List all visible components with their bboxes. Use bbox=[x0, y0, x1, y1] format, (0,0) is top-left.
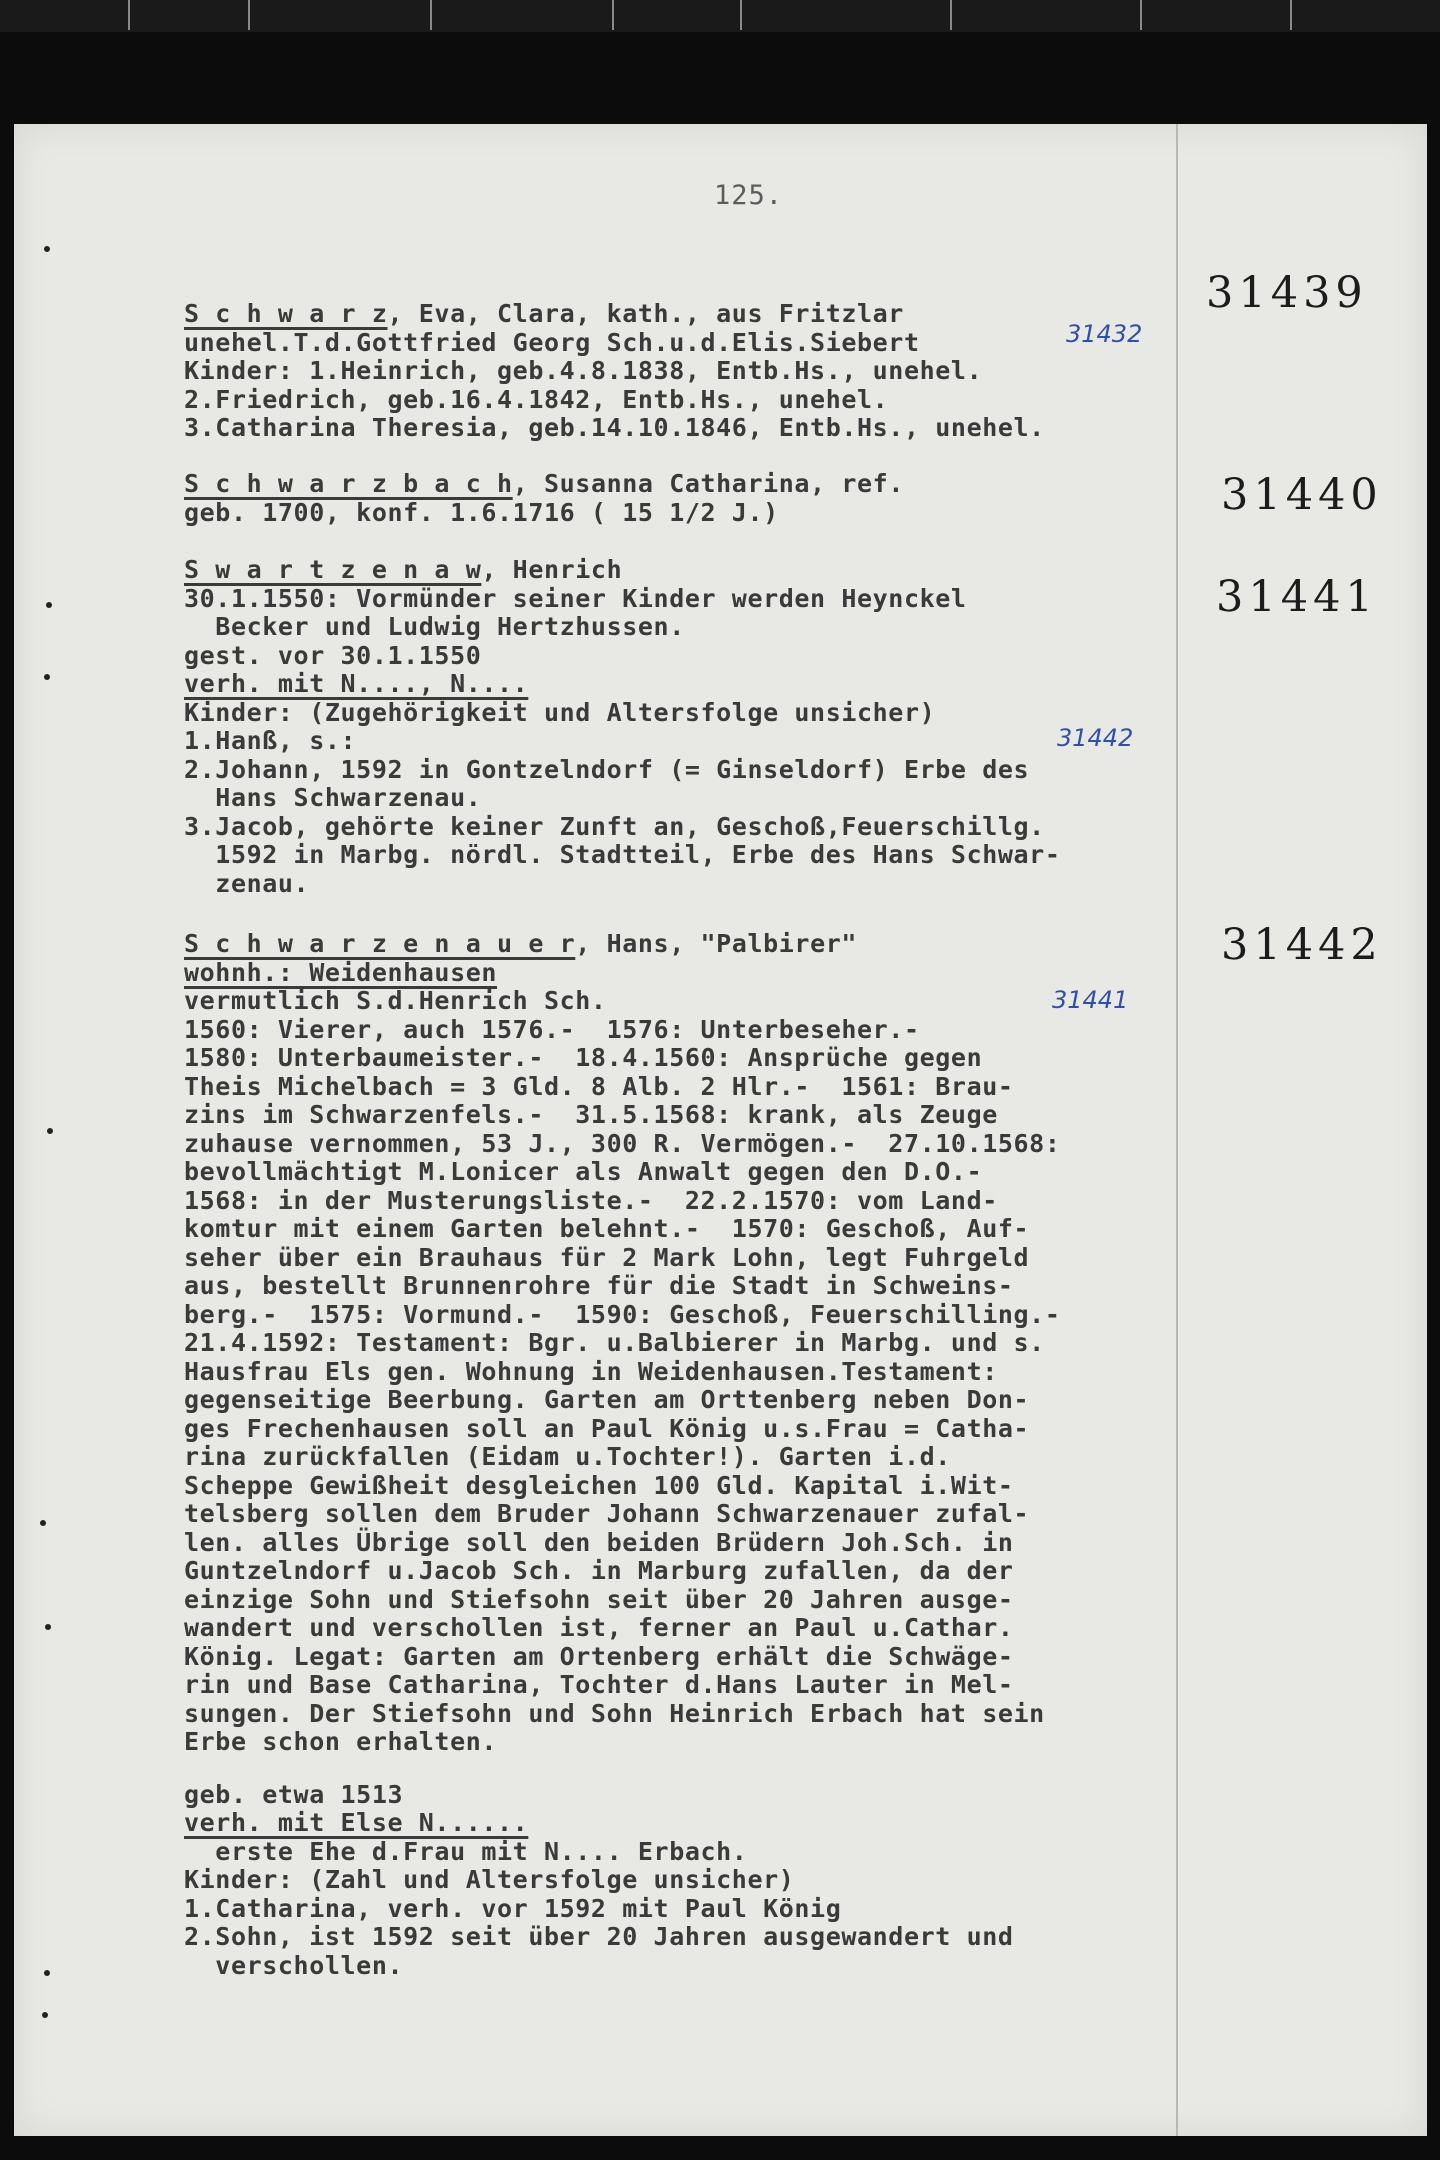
film-tick bbox=[128, 0, 130, 30]
film-tick bbox=[950, 0, 952, 30]
entry-line: wandert und verschollen ist, ferner an Paul u.Cathar. bbox=[184, 1613, 1014, 1642]
entry-line: komtur mit einem Garten belehnt.- 1570: Geschoß, Auf- bbox=[184, 1214, 1030, 1243]
entry-line: Hans Schwarzenau. bbox=[184, 783, 482, 812]
record-number: 31440 bbox=[1221, 470, 1383, 520]
entry-line: 3.Catharina Theresia, geb.14.10.1846, Entb.Hs., unehel. bbox=[184, 413, 1045, 442]
entry-swartzenaw bbox=[184, 556, 1184, 898]
entry-line: verh. mit N...., N.... bbox=[184, 669, 529, 698]
surname: S c h w a r z e n a u e r bbox=[184, 929, 576, 958]
handwritten-note: 31442 bbox=[1057, 724, 1134, 752]
film-tick bbox=[430, 0, 432, 30]
entry-line: ges Frechenhausen soll an Paul König u.s.Frau = Catha- bbox=[184, 1413, 1030, 1443]
film-tick bbox=[740, 0, 742, 30]
punch-mark bbox=[40, 1520, 46, 1526]
handwritten-note: 31441 bbox=[1052, 986, 1129, 1014]
punch-mark bbox=[45, 1624, 51, 1630]
entry-line: gest. vor 30.1.1550 bbox=[184, 640, 482, 670]
record-number: 31442 bbox=[1221, 920, 1383, 970]
entry-line: Theis Michelbach = 3 Gld. 8 Alb. 2 Hlr.- 1561: Brau- bbox=[184, 1071, 1014, 1101]
entry-line: 1568: in der Musterungsliste.- 22.2.1570: vom Land- bbox=[184, 1185, 998, 1215]
punch-mark bbox=[44, 246, 50, 252]
entry-line: Scheppe Gewißheit desgleichen 100 Gld. Kapital i.Wit- bbox=[184, 1470, 1014, 1500]
film-tick bbox=[612, 0, 614, 30]
punch-mark bbox=[44, 1970, 50, 1976]
entry-line: len. alles Übrige soll den beiden Brüdern Joh.Sch. in bbox=[184, 1527, 1014, 1557]
entry-heading bbox=[184, 300, 1184, 329]
entry-line: unehel.T.d.Gottfried Georg Sch.u.d.Elis.Siebert bbox=[184, 327, 920, 357]
entry-line: 30.1.1550: Vormünder seiner Kinder werden Heynckel bbox=[184, 583, 967, 613]
punch-mark bbox=[46, 602, 52, 608]
heading-rest: , Hans, "Palbirer" bbox=[575, 929, 858, 958]
record-number: 31439 bbox=[1206, 268, 1368, 318]
surname: S w a r t z e n a w bbox=[184, 555, 482, 584]
entry-line: Hausfrau Els gen. Wohnung in Weidenhausen.Testament: bbox=[184, 1356, 998, 1386]
entry-line: aus, bestellt Brunnenrohre für die Stadt in Schweins- bbox=[184, 1271, 1014, 1300]
entry-heading bbox=[184, 556, 1184, 585]
punch-mark bbox=[42, 2012, 48, 2018]
entry-line: König. Legat: Garten am Ortenberg erhält die Schwäge- bbox=[184, 1641, 1014, 1671]
entry-line: 1580: Unterbaumeister.- 18.4.1560: Ansprüche gegen bbox=[184, 1043, 983, 1072]
entry-line: berg.- 1575: Vormund.- 1590: Geschoß, Feuerschilling.- bbox=[184, 1299, 1061, 1329]
entry-line: erste Ehe d.Frau mit N.... Erbach. bbox=[184, 1836, 748, 1866]
entry-line: 1592 in Marbg. nördl. Stadtteil, Erbe des Hans Schwar- bbox=[184, 840, 1061, 869]
entry-line: wohnh.: Weidenhausen bbox=[184, 957, 498, 987]
entry-line: 2.Friedrich, geb.16.4.1842, Entb.Hs., unehel. bbox=[184, 384, 889, 414]
film-tick bbox=[248, 0, 250, 30]
entry-line: geb. etwa 1513 bbox=[184, 1779, 404, 1809]
entry-line: 3.Jacob, gehörte keiner Zunft an, Geschoß,Feuerschillg. bbox=[184, 811, 1045, 841]
document-page bbox=[14, 124, 1427, 2136]
entry-line: zins im Schwarzenfels.- 31.5.1568: krank, als Zeuge bbox=[184, 1100, 998, 1129]
entry-line: 1.Catharina, verh. vor 1592 mit Paul König bbox=[184, 1893, 842, 1923]
film-tick bbox=[1140, 0, 1142, 30]
entry-line: 1.Hanß, s.: bbox=[184, 726, 357, 755]
entry-line: geb. 1700, konf. 1.6.1716 ( 15 1/2 J.) bbox=[184, 497, 779, 527]
entry-line: vermutlich S.d.Henrich Sch. bbox=[184, 986, 607, 1015]
entry-line: zenau. bbox=[184, 868, 310, 898]
entry-line: 2.Johann, 1592 in Gontzelndorf (= Ginseldorf) Erbe des bbox=[184, 754, 1030, 784]
entry-line: Kinder: (Zahl und Altersfolge unsicher) bbox=[184, 1865, 795, 1894]
entry-line: 2.Sohn, ist 1592 seit über 20 Jahren ausgewandert und bbox=[184, 1922, 1014, 1951]
spacer bbox=[184, 1757, 1184, 1781]
entry-line: seher über ein Brauhaus für 2 Mark Lohn, legt Fuhrgeld bbox=[184, 1242, 1030, 1272]
entry-line: rin und Base Catharina, Tochter d.Hans Lauter in Mel- bbox=[184, 1670, 1014, 1699]
entry-line: Kinder: 1.Heinrich, geb.4.8.1838, Entb.Hs., unehel. bbox=[184, 356, 983, 385]
entry-line: 1560: Vierer, auch 1576.- 1576: Unterbeseher.- bbox=[184, 1014, 920, 1044]
entry-tail bbox=[184, 1781, 1184, 1981]
page-number: 125. bbox=[714, 180, 784, 211]
entry-line: telsberg sollen dem Bruder Johann Schwarzenauer zufal- bbox=[184, 1499, 1030, 1528]
surname: S c h w a r z b a c h bbox=[184, 469, 513, 498]
entry-line: zuhause vernommen, 53 J., 300 R. Vermögen.- 27.10.1568: bbox=[184, 1128, 1061, 1158]
entry-line: verschollen. bbox=[184, 1950, 404, 1980]
entry-line: bevollmächtigt M.Lonicer als Anwalt gegen den D.O.- bbox=[184, 1157, 983, 1186]
heading-rest: , Henrich bbox=[481, 555, 623, 584]
entry-schwarzenauer bbox=[184, 930, 1184, 1980]
handwritten-note: 31432 bbox=[1066, 320, 1143, 348]
entry-line: 21.4.1592: Testament: Bgr. u.Balbierer in Marbg. und s. bbox=[184, 1328, 1045, 1357]
punch-mark bbox=[47, 1128, 53, 1134]
punch-mark bbox=[44, 674, 50, 680]
entry-schwarz bbox=[184, 300, 1184, 443]
entry-line: Erbe schon erhalten. bbox=[184, 1727, 498, 1756]
heading-rest: , Susanna Catharina, ref. bbox=[512, 469, 904, 498]
entry-line: Guntzelndorf u.Jacob Sch. in Marburg zufallen, da der bbox=[184, 1556, 1014, 1585]
entry-heading bbox=[184, 930, 1184, 959]
entry-line: rina zurückfallen (Eidam u.Tochter!). Garten i.d. bbox=[184, 1442, 951, 1471]
entry-line: gegenseitige Beerbung. Garten am Orttenberg neben Don- bbox=[184, 1385, 1030, 1414]
film-tick bbox=[1290, 0, 1292, 30]
heading-rest: , Eva, Clara, kath., aus Fritzlar bbox=[387, 299, 904, 328]
entry-line: einzige Sohn und Stiefsohn seit über 20 Jahren ausge- bbox=[184, 1584, 1014, 1614]
film-strip-edge bbox=[0, 0, 1440, 32]
entry-schwarzbach bbox=[184, 470, 1184, 527]
entry-body bbox=[184, 959, 1184, 1757]
entry-heading bbox=[184, 470, 1184, 499]
entry-line: Kinder: (Zugehörigkeit und Altersfolge unsicher) bbox=[184, 697, 936, 727]
record-number: 31441 bbox=[1216, 572, 1378, 622]
entry-line: verh. mit Else N...... bbox=[184, 1808, 529, 1837]
entry-line: Becker und Ludwig Hertzhussen. bbox=[184, 612, 685, 641]
surname: S c h w a r z bbox=[184, 299, 388, 328]
entry-line: sungen. Der Stiefsohn und Sohn Heinrich Erbach hat sein bbox=[184, 1698, 1045, 1728]
